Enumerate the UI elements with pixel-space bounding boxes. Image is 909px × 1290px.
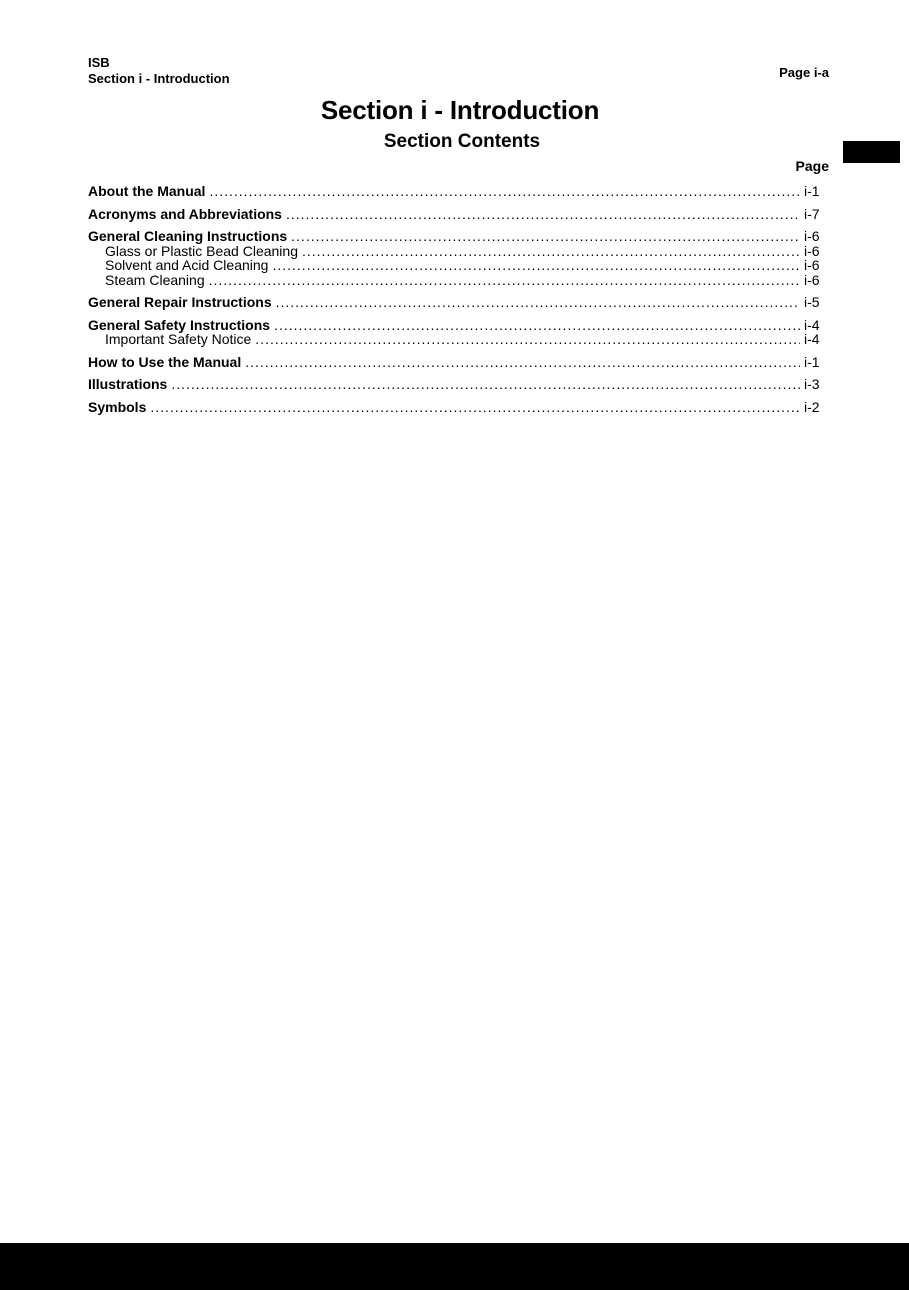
toc-entry[interactable]	[88, 318, 830, 333]
toc-entry-label: General Safety Instructions	[88, 316, 271, 333]
toc-entry-label: Acronyms and Abbreviations	[88, 205, 282, 222]
toc-subentry[interactable]	[88, 332, 830, 347]
toc-leader-dots	[276, 295, 800, 310]
toc-entry-label: Glass or Plastic Bead Cleaning	[105, 242, 298, 259]
toc-leader-dots	[245, 355, 800, 370]
toc-subentry[interactable]	[88, 258, 830, 273]
page-number: Page i-a	[779, 65, 829, 80]
footer-black-bar	[0, 1243, 909, 1290]
toc-leader-dots	[302, 244, 800, 259]
toc-subentry[interactable]	[88, 244, 830, 259]
toc-entry[interactable]	[88, 377, 830, 392]
toc-entry-label: Illustrations	[88, 376, 168, 392]
toc-entry[interactable]	[88, 295, 830, 310]
toc-entry-page: i-1	[804, 353, 820, 370]
toc-entry-page: i-3	[804, 376, 820, 392]
toc-entry-label: Steam Cleaning	[105, 271, 205, 288]
toc-entry-label: General Repair Instructions	[88, 294, 272, 310]
toc-leader-dots	[150, 400, 800, 415]
toc-entry[interactable]	[88, 355, 830, 370]
toc-entry-page: i-6	[804, 242, 820, 259]
toc-entry[interactable]	[88, 207, 830, 222]
toc-leader-dots	[255, 332, 800, 347]
toc-entry-label: Solvent and Acid Cleaning	[105, 257, 269, 273]
page-column-header: Page	[795, 158, 829, 174]
toc-entry-page: i-7	[804, 205, 820, 222]
table-of-contents	[88, 184, 830, 414]
toc-entry-label: Symbols	[88, 398, 147, 415]
toc-entry-label: General Cleaning Instructions	[88, 228, 288, 244]
toc-leader-dots	[291, 229, 800, 244]
page-title: Section i - Introduction	[320, 95, 600, 125]
toc-leader-dots	[272, 258, 800, 273]
toc-entry-page: i-2	[804, 398, 820, 415]
toc-leader-dots	[209, 273, 800, 288]
section-tab-marker	[843, 141, 900, 163]
toc-entry[interactable]	[88, 400, 830, 415]
toc-entry-page: i-6	[804, 271, 820, 288]
toc-leader-dots	[171, 377, 800, 392]
toc-leader-dots	[286, 207, 800, 222]
toc-entry-page: i-6	[804, 257, 820, 273]
toc-entry-page: i-5	[804, 294, 820, 310]
toc-entry-label: About the Manual	[88, 183, 206, 199]
toc-entry-label: Important Safety Notice	[105, 331, 252, 347]
toc-subentry[interactable]	[88, 273, 830, 288]
toc-entry-page: i-6	[804, 228, 820, 244]
toc-entry-page: i-1	[804, 183, 820, 199]
doc-code: ISB	[88, 55, 110, 70]
toc-entry-label: How to Use the Manual	[88, 353, 242, 370]
toc-entry-page: i-4	[804, 316, 820, 333]
toc-leader-dots	[209, 184, 800, 199]
toc-entry[interactable]	[88, 229, 830, 244]
section-label: Section i - Introduction	[88, 71, 230, 86]
page-subtitle: Section Contents	[383, 131, 541, 152]
toc-leader-dots	[274, 318, 800, 333]
toc-entry[interactable]	[88, 184, 830, 199]
toc-entry-page: i-4	[804, 331, 820, 347]
running-header	[88, 55, 230, 87]
